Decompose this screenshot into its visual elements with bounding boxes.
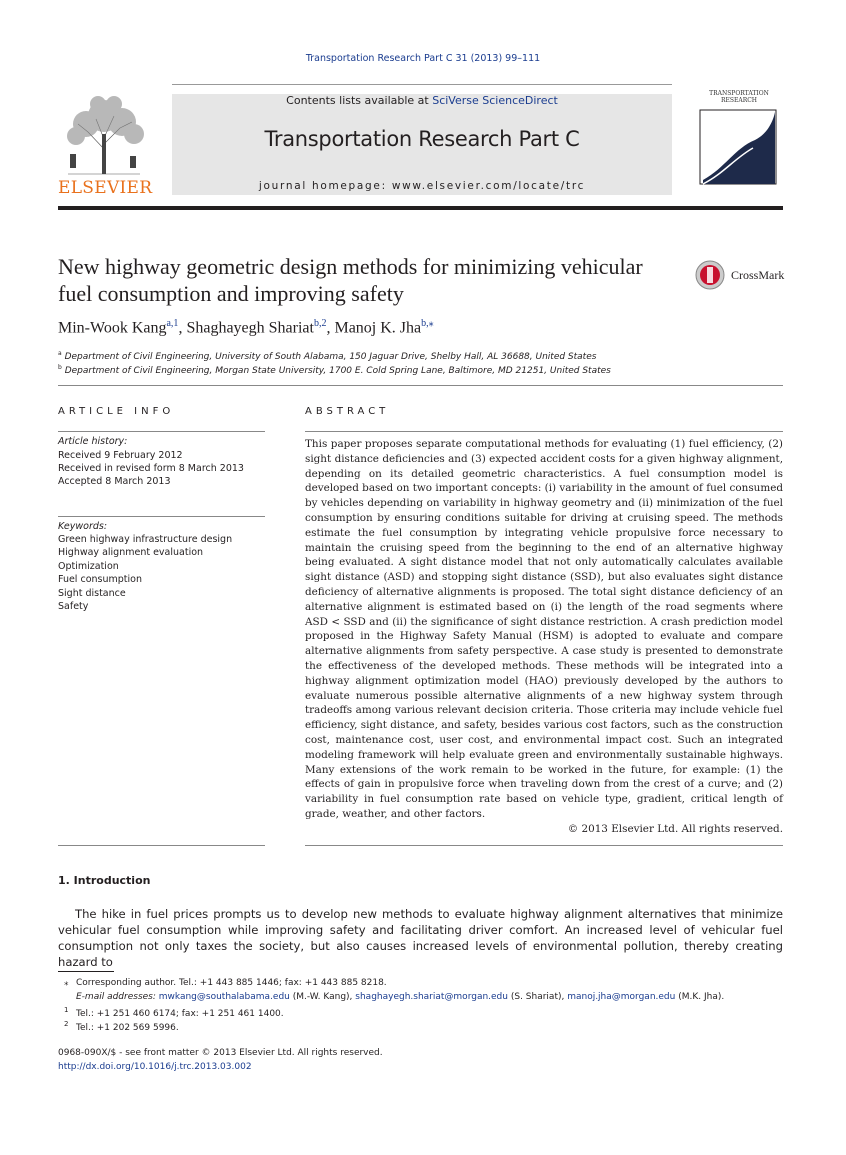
sciencedirect-link[interactable]: SciVerse ScienceDirect: [432, 94, 558, 107]
affiliation-text: Department of Civil Engineering, Morgan State University, 1700 E. Cold Spring Lane, Baltimore, MD 21251, United States: [64, 366, 611, 376]
front-matter: 0968-090X/$ - see front matter © 2013 Elsevier Ltd. All rights reserved.: [58, 1048, 383, 1058]
section-rule: [58, 385, 783, 386]
abstract-rule: [305, 431, 783, 432]
email-link[interactable]: manoj.jha@morgan.edu: [567, 992, 676, 1002]
history-item: Received 9 February 2012: [58, 450, 183, 461]
info-rule: [58, 431, 265, 432]
author-affiliation-mark[interactable]: b,⁎: [421, 318, 434, 329]
abstract-text: This paper proposes separate computational methods for evaluating (1) fuel efficiency, (2) sight distance deficiencies and (3) expected accident costs for a given highway alignment, depending on its detailed geometric characteristics. A fuel consumption model is developed based on two important concepts: (i) variability in the amount of fuel consumed by vehicles depending on variability in highway geometry and (ii) minimization of the fuel consumption by ensuring conditions suitable for driving at cruising speed. The methods estimate the fuel consumption by integrating vehicle propulsive force necessary to maintain the cruising speed from the beginning to the end of an alternative highway being evaluated. A sight distance model that not only automatically calculates available sight distance (ASD) and stopping sight distance (SSD), but also evaluates sight distance deficiency of alternative alignments is proposed. The total sight distance deficiency of an alternative alignment is estimated based on (i) the length of the road segments where ASD < SSD and (ii) the significance of sight distance restriction. A crash prediction model proposed in the Highway Safety Manual (HSM) is adopted to evaluate and compare alternative alignments from safety perspective. A case study is presented to demonstrate the effectiveness of the developed methods. These methods will be integrated into a highway alignment optimization model (HAO) previously developed by the authors to evaluate numerous possible alternative alignments of a new highway system through tradeoffs among various relevant decision criteria. Those criteria may include vehicle fuel efficiency, sight distance, and safety, besides various cost factors, such as the construction cost, maintenance cost, user cost, and environmental impact cost. Such an integrated modeling framework will help evaluate green and environmentally sustainable highways. Many extensions of the work remain to be worked in the future, for example: (1) the effects of gain in propulsive force when traveling down from the crest of a curve; and (2) variability in fuel consumption rate based on vehicle type, gradient, critical length of grade, weather, and other factors.: [305, 438, 783, 820]
info-rule: [58, 845, 265, 846]
history-label: Article history:: [58, 436, 128, 447]
keyword: Highway alignment evaluation: [58, 547, 204, 558]
author-separator: ,: [326, 319, 335, 337]
affiliation-text: Department of Civil Engineering, University of South Alabama, 150 Jaguar Drive, Shelby Hall, AL 36688, United States: [64, 352, 597, 362]
crossmark-label[interactable]: CrossMark: [731, 268, 785, 282]
footnote-corresponding: [64, 978, 387, 988]
affiliation: [58, 364, 611, 376]
author-list: [58, 318, 434, 337]
abstract-rule: [305, 845, 783, 846]
email-link[interactable]: shaghayegh.shariat@morgan.edu: [355, 992, 508, 1002]
journal-homepage[interactable]: journal homepage: www.elsevier.com/locate/trc: [258, 180, 586, 192]
keyword: Fuel consumption: [58, 574, 142, 585]
journal-cover-image: [695, 88, 781, 192]
contents-line: [172, 94, 672, 107]
email-owner: (S. Shariat),: [507, 992, 568, 1002]
footnote-emails: [76, 992, 724, 1002]
author-name: Shaghayegh Shariat: [186, 319, 314, 337]
history-item: Accepted 8 March 2013: [58, 476, 171, 487]
author-separator: ,: [178, 319, 187, 337]
footnote-rule: [58, 971, 114, 972]
footnote-text: Tel.: +1 202 569 5996.: [76, 1023, 179, 1033]
author-name: Manoj K. Jha: [334, 319, 422, 337]
footnote-text: Corresponding author. Tel.: +1 443 885 1446; fax: +1 443 885 8218.: [76, 978, 387, 988]
author-name: Min-Wook Kang: [58, 319, 167, 337]
footnote-mark: 2: [64, 1020, 69, 1028]
footnote-1: [64, 1006, 284, 1019]
svg-text:TRANSPORTATION: TRANSPORTATION: [709, 90, 769, 97]
section-heading: 1. Introduction: [58, 874, 151, 887]
history-item: Received in revised form 8 March 2013: [58, 463, 244, 474]
affiliation-mark: a: [58, 350, 62, 357]
footnote-text: Tel.: +1 251 460 6174; fax: +1 251 461 1400.: [76, 1009, 284, 1019]
journal-title: Transportation Research Part C: [264, 127, 580, 151]
abstract-copyright: © 2013 Elsevier Ltd. All rights reserved.: [567, 823, 783, 835]
keyword: Green highway infrastructure design: [58, 534, 233, 545]
article-title: New highway geometric design methods for minimizing vehicular fuel consumption and improving safety: [58, 254, 643, 306]
author-affiliation-mark[interactable]: a,1: [166, 318, 179, 329]
author-affiliation-mark[interactable]: b,2: [313, 318, 327, 329]
header-thick-rule: [58, 206, 783, 210]
email-link[interactable]: mwkang@southalabama.edu: [158, 992, 290, 1002]
doi-link[interactable]: http://dx.doi.org/10.1016/j.trc.2013.03.002: [58, 1062, 252, 1072]
email-label: E-mail addresses:: [76, 992, 156, 1002]
info-rule: [58, 516, 265, 517]
abstract-heading: ABSTRACT: [305, 406, 390, 417]
keyword: Optimization: [58, 561, 119, 572]
affiliation: [58, 350, 596, 362]
footnote-mark: 1: [64, 1006, 69, 1014]
svg-text:RESEARCH: RESEARCH: [720, 97, 758, 104]
elsevier-tree-icon: [58, 94, 150, 176]
keywords-label: Keywords:: [58, 521, 108, 532]
header-rule: [172, 84, 672, 85]
footnote-mark: ⁎: [64, 978, 69, 988]
article-info-heading: ARTICLE INFO: [58, 406, 175, 417]
keyword: Safety: [58, 601, 89, 612]
email-owner: (M.-W. Kang),: [289, 992, 356, 1002]
email-owner: (M.K. Jha).: [675, 992, 725, 1002]
contents-prefix: Contents lists available at: [286, 94, 433, 107]
footnote-2: [64, 1020, 179, 1033]
journal-reference[interactable]: Transportation Research Part C 31 (2013) 99–111: [305, 53, 541, 64]
keyword: Sight distance: [58, 588, 126, 599]
affiliation-mark: b: [58, 364, 62, 371]
elsevier-wordmark: ELSEVIER: [58, 178, 153, 198]
intro-paragraph: The hike in fuel prices prompts us to develop new methods to evaluate highway alignment alternatives that minimize vehicular fuel consumption while improving safety and facilitating driver comfort. An increased level of vehicular fuel consumption not only taxes the society, but also causes increased levels of environmental pollution, thereby creating hazard to: [58, 907, 783, 969]
